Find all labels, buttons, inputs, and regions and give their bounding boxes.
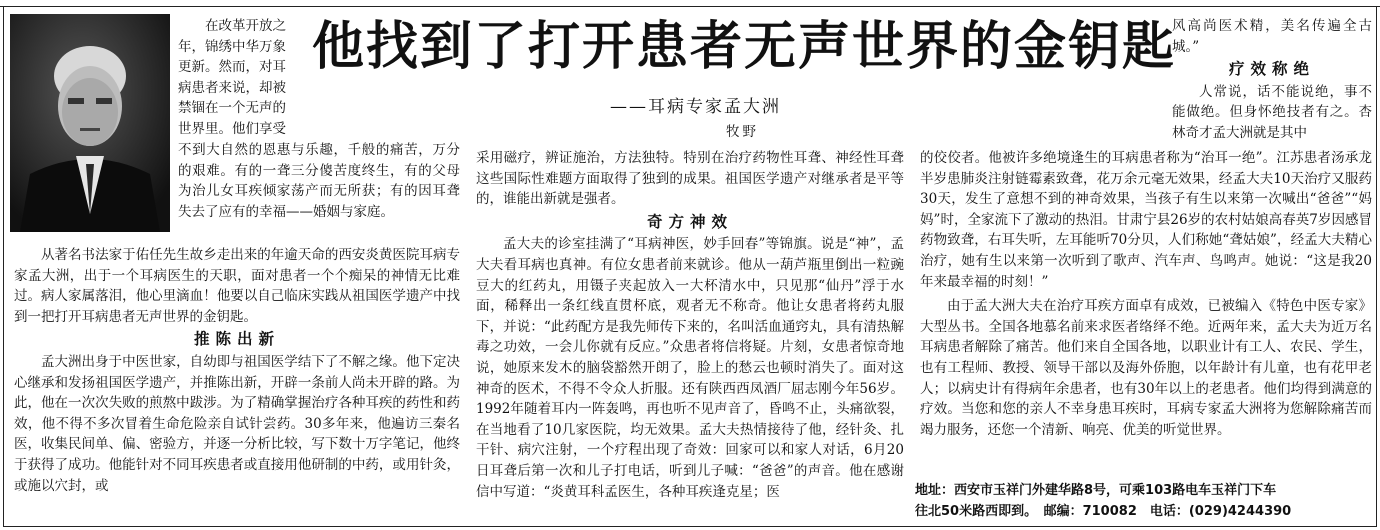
intro-paragraph-rest: 不到大自然的恩惠与乐趣，千般的痛苦，万分的艰难。有的一聋三分傻苦度终生，有的父母为治儿女耳疾倾家荡产而无所获；有的因耳聋失去了应有的幸福——婚姻与家庭。 — [178, 142, 460, 220]
column-4 — [1172, 16, 1372, 144]
paragraph-method: 采用磁疗，辨证施治，方法独特。特别在治疗药物性耳聋、神经性耳聋这些国际性难题方面取得了独到的成果。祖国医学遗产对继承者是平等的，谁能出新就是强者。 — [476, 150, 904, 208]
portrait-photo — [10, 14, 170, 232]
contact-address — [915, 480, 1373, 522]
column-2 — [476, 148, 904, 502]
paragraph-closing: 由于孟大洲大夫在治疗耳疾方面卓有成效，已被编入《特色中医专家》大型丛书。全国各地慕名前来求医者络绎不绝。近两年来，孟大夫为近万名耳病患者解除了痛苦。他们来自全国各地，以职业计有工人、农民、学生，也有工程师、教授、领导干部以及海外侨胞，以年龄计有儿童，也有花甲老人；以病史计有得病年余患者，也有30年以上的老患者。他们均得到满意的疗效。当您和您的亲人不幸身患耳疾时，耳病专家孟大洲将为您解除痛苦而竭力服务，还您一个清新、响亮、优美的听觉世界。 — [920, 298, 1372, 438]
section-heading-innovation: 推陈出新 — [193, 330, 280, 349]
section-heading-miracle: 奇方神效 — [646, 212, 733, 231]
intro-line-3: 更新。然而，对耳 — [178, 59, 286, 76]
column-1-lower — [14, 245, 460, 496]
headline: 他找到了打开患者无声世界的金钥匙 — [312, 17, 1177, 77]
quote-continuation: 风高尚医术精，美名传遍全古城。” — [1172, 18, 1372, 55]
section-heading-efficacy: 疗效称绝 — [1228, 60, 1315, 79]
column-3 — [920, 148, 1372, 440]
page-border-bottom — [3, 526, 1377, 527]
byline: 牧野 — [726, 124, 759, 140]
subheadline: ——耳病专家孟大洲 — [610, 97, 781, 117]
intro-line-6: 世界里。他们享受 — [178, 120, 286, 137]
paragraph-results: 的佼佼者。他被许多绝境逢生的耳病患者称为“治耳一绝”。江苏患者汤承龙半岁患肺炎注射链霉素致聋，花万余元毫无效果，经孟大夫10天治疗又服药30天，发生了意想不到的神奇效果，当孩子有生以来第一次喊出“爸爸”“妈妈”时，全家流下了激动的热泪。甘肃宁县26岁的农村姑娘高春英7岁因感冒药物致聋，右耳失听，左耳能听70分贝，人们称她“聋姑娘”，经孟大夫精心治疗，她有生以来第一次听到了歌声、汽车声、鸟鸣声。她说：“这是我20年来最幸福的时刻！” — [920, 150, 1372, 290]
paragraph-efficacy: 人常说，话不能说绝，事不能做绝。但身怀绝技者有之。杏林奇才孟大洲就是其中 — [1172, 83, 1372, 141]
intro-line-5: 禁锢在一个无声的 — [178, 100, 286, 117]
address-line-2: 往北50米路西即到。 邮编：710082 电话：(029)4244390 — [915, 504, 1292, 519]
intro-wrap-text — [178, 16, 314, 140]
address-line-1: 地址：西安市玉祥门外建华路8号，可乘103路电车玉祥门下车 — [915, 483, 1277, 498]
page-border-top — [0, 6, 1380, 7]
page-border-right — [1376, 6, 1377, 526]
paragraph-cases: 孟大夫的诊室挂满了“耳病神医，妙手回春”等锦旗。说是“神”，孟大夫看耳病也真神。有位女患者前来就诊。他从一葫芦瓶里倒出一粒豌豆大的红药丸，用镊子夹起放入一大杯清水中，只见那“仙丹”浮于水面，稀释出一条红线直贯杯底，观者无不称奇。他让女患者将药丸服下，并说：“此药配方是我先师传下来的，名叫活血通窍丸，具有清热解毒之功效，一会儿你就有反应。”众患者将信将疑。片刻，女患者惊奇地说，她原来发木的脑袋豁然开朗了，脸上的愁云也顿时消失了。面对这神奇的医术，不得不令众人折服。还有陕西西凤酒厂屈志刚今年56岁。1992年随着耳内一阵轰鸣，再也听不见声音了，昏鸣不止，头痛欲裂，在当地看了10几家医院，均无效果。孟大夫热情接待了他，经针灸、扎干针、病穴注射，一个疗程出现了奇效：回家可以和家人对话，6月20日耳聋后第一次和儿子打电话，听到儿子喊：“爸爸”的声音。他在感谢信中写道：“炎黄耳科孟医生，各种耳疾逢克星；医 — [476, 236, 904, 500]
paragraph-innovation: 孟大洲出身于中医世家，自幼即与祖国医学结下了不解之缘。他下定决心继承和发扬祖国医学遗产，并推陈出新，开辟一条前人尚未开辟的路。为此，他在一次次失败的煎熬中跋涉。为了精确掌握治疗各种耳疾的药性和药效，他不得不多次冒着生命危险亲自试针尝药。30多年来，他遍访三秦名医，收集民间单、偏、密验方，并逐一分析比较，写下数十万字笔记，他终于获得了成功。他能针对不同耳疾患者或直接用他研制的中药，或用针灸，或施以穴封，或 — [14, 353, 460, 494]
intro-line-4: 病患者来说，却被 — [178, 79, 286, 96]
column-1 — [178, 140, 460, 222]
paragraph-background: 从著名书法家于佑任先生故乡走出来的年逾天命的西安炎黄医院耳病专家孟大洲，出于一个耳病医生的天职，面对患者一个个痴呆的神情无比难过。病人家属落泪，他心里滴血！他要以自己临床实践从祖国医学遗产中找到一把打开耳病患者无声世界的金钥匙。 — [14, 247, 460, 325]
intro-line-2: 年，锦绣中华万象 — [178, 38, 286, 55]
intro-line-1: 在改革开放之 — [205, 18, 286, 34]
page-border-left — [3, 6, 4, 526]
